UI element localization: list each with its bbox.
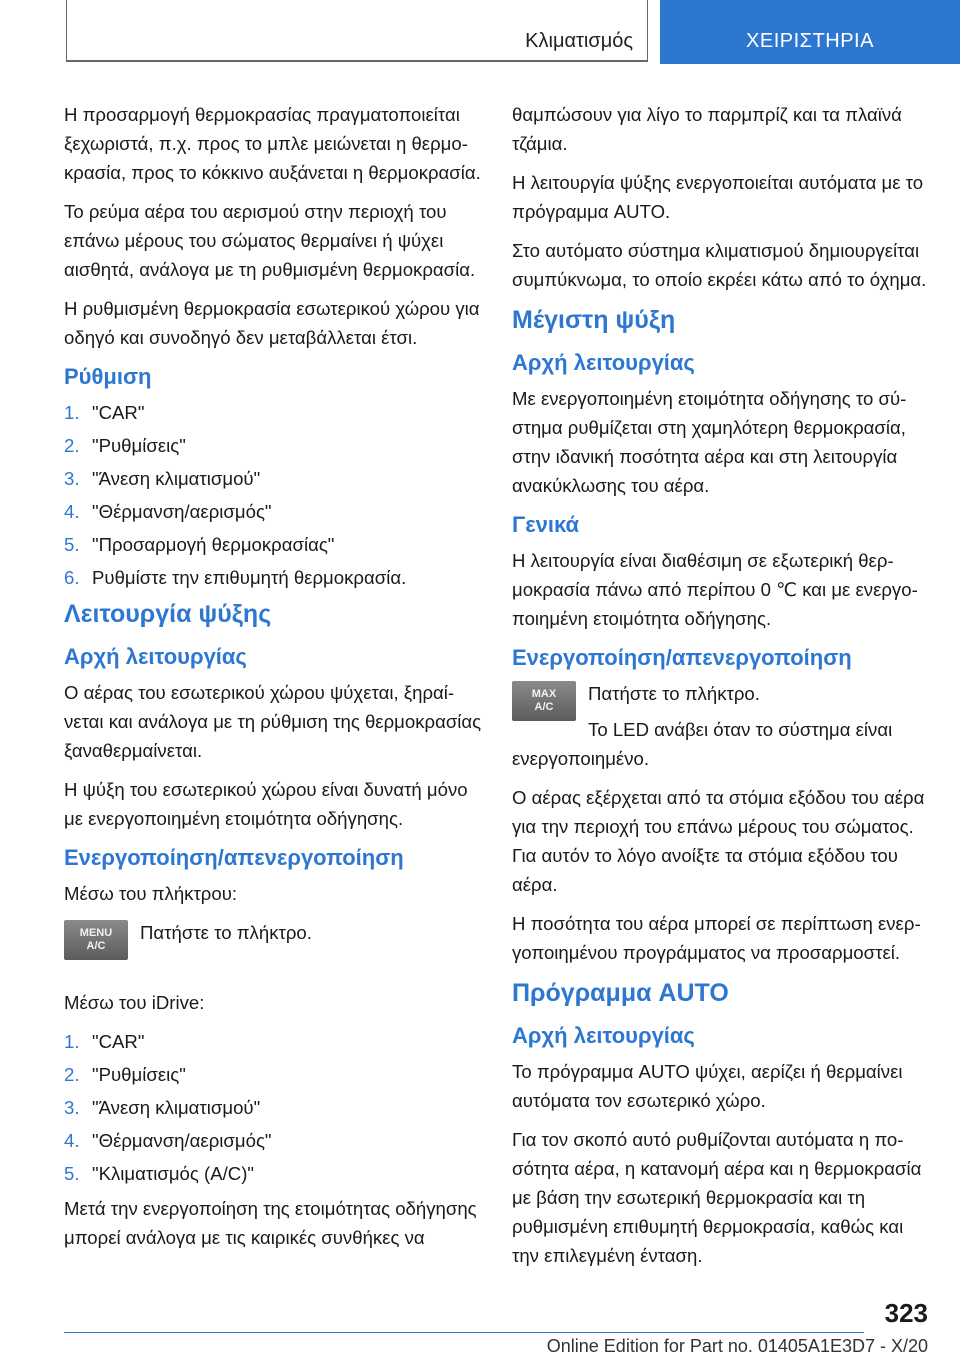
paragraph: Μετά την ενεργοποίηση της ετοιμότητας οδήγησης μπορεί ανάλογα με τις καιρικές συνθήκες να [64, 1198, 477, 1248]
list-item: 2. "Ρυθμίσεις" [64, 435, 186, 456]
list-item: 2. "Ρυθμίσεις" [64, 1064, 186, 1085]
section-tab [660, 0, 960, 64]
heading-max-cooling: Μέγιστη ψύξη [512, 306, 676, 334]
paragraph: Για τον σκοπό αυτό ρυθμίζονται αυτόματα η ποσότητα αέρα, η κατανομή αέρα και η θερμοκρασία με βάση την εσωτερική θερμοκρασία και τη ρυθμισμένη επιθυμητή θερμοκρασία, καθώς και την επιλεγμένη ένταση. [512, 1129, 922, 1266]
led-text: Το LED ανάβει όταν το σύστημα είναι ενεργοποιημένο. [512, 719, 893, 769]
paragraph: Η λειτουργία ψύξης ενεργοποιείται αυτόματα με το πρόγραμμα AUTO. [512, 172, 924, 222]
paragraph: Η ψύξη του εσωτερικού χώρου είναι δυνατή μόνο με ενεργοποιημένη ετοιμότητα οδήγησης. [64, 779, 468, 829]
right-column [512, 100, 932, 1280]
max-ac-key-icon: MAX A/C [512, 681, 576, 721]
list-item: 5. "Προσαρμογή θερμοκρασίας" [64, 534, 335, 555]
list-item: 4. "Θέρμανση/αερισμός" [64, 501, 272, 522]
max-key-row [512, 679, 932, 741]
list-item: 1. "CAR" [64, 402, 145, 423]
heading-cooling: Λειτουργία ψύξης [64, 600, 272, 628]
press-key-text: Πατήστε το πλήκτρο. [140, 922, 312, 943]
paragraph: Η ρυθμισμένη θερμοκρασία εσωτερικού χώρου για οδηγό και συνοδηγό δεν μεταβάλλεται έτσι. [64, 298, 480, 348]
section-title: ΧΕΙΡΙΣΤΗΡΙΑ [746, 30, 874, 52]
list-item: 5. "Κλιματισμός (A/C)" [64, 1163, 255, 1184]
footer-divider [64, 1332, 864, 1333]
paragraph: Η ποσότητα του αέρα μπορεί σε περίπτωση ενεργοποιημένου προγράμματος να προσαρμοστεί. [512, 913, 921, 963]
paragraph: Η προσαρμογή θερμοκρασίας πραγματοποιείται ξεχωριστά, π.χ. προς το μπλε μειώνεται η θερμοκρασία, προς το κόκκινο αυξάνεται η θερμοκρασία. [64, 104, 481, 183]
paragraph: Στο αυτόματο σύστημα κλιματισμού δημιουργείται συμπύκνωμα, το οποίο εκρέει κάτω από το όχημα. [512, 240, 927, 290]
paragraph: Μέσω του iDrive: [64, 992, 205, 1013]
heading-setting: Ρύθμιση [64, 364, 152, 389]
setting-steps [64, 398, 484, 592]
edition-text: Online Edition for Part no. 01405A1E3D7 - X/20 [546, 1336, 928, 1356]
paragraph: Ο αέρας του εσωτερικού χώρου ψύχεται, ξηραίνεται και ανάλογα με τη ρύθμιση της θερμοκρασίας ξαναθερμαίνεται. [64, 682, 482, 761]
left-column [64, 100, 484, 1262]
heading-general: Γενικά [512, 512, 580, 537]
paragraph: θαμπώσουν για λίγο το παρμπρίζ και τα πλαϊνά τζάμια. [512, 104, 902, 154]
menu-key-row [64, 918, 484, 980]
chapter-tab [66, 0, 648, 62]
paragraph: Με ενεργοποιημένη ετοιμότητα οδήγησης το σύστημα ρυθμίζεται στη χαμηλότερη θερμοκρασία, στην ιδανική ποσότητα αέρα και στη λειτουργία ανακύκλωσης του αέρα. [512, 388, 907, 496]
menu-ac-key-icon: MENU A/C [64, 920, 128, 960]
heading-activation: Ενεργοποίηση/απενεργοποίηση [512, 645, 852, 670]
list-item: 4. "Θέρμανση/αερισμός" [64, 1130, 272, 1151]
idrive-steps [64, 1027, 484, 1188]
press-key-text: Πατήστε το πλήκτρο. [588, 683, 760, 704]
heading-activation: Ενεργοποίηση/απενεργοποίηση [64, 845, 404, 870]
paragraph: Το πρόγραμμα AUTO ψύχει, αερίζει ή θερμαίνει αυτόματα τον εσωτερικό χώρο. [512, 1061, 903, 1111]
paragraph: Ο αέρας εξέρχεται από τα στόμια εξόδου του αέρα για την περιοχή του επάνω μέρους του σώματος. Για αυτόν το λόγο ανοίξτε τα στόμια εξόδου του αέρα. [512, 787, 925, 895]
heading-principle: Αρχή λειτουργίας [512, 1023, 695, 1048]
list-item: 3. "Άνεση κλιματισμού" [64, 1097, 261, 1118]
paragraph: Το ρεύμα αέρα του αερισμού στην περιοχή του επάνω μέρους του σώματος θερμαίνει ή ψύχει αισθητά, ανάλογα με τη ρυθμισμένη θερμοκρασία. [64, 201, 476, 280]
list-item: 3. "Άνεση κλιματισμού" [64, 468, 261, 489]
list-item: 1. "CAR" [64, 1031, 145, 1052]
heading-principle: Αρχή λειτουργίας [512, 350, 695, 375]
list-item: 6. Ρυθμίστε την επιθυμητή θερμοκρασία. [64, 567, 407, 588]
heading-auto-program: Πρόγραμμα AUTO [512, 979, 729, 1007]
chapter-title: Κλιματισμός [525, 30, 633, 52]
paragraph: Η λειτουργία είναι διαθέσιμη σε εξωτερική θερμοκρασία πάνω από περίπου 0 ℃ και με ενεργοποιημένη ετοιμότητα οδήγησης. [512, 550, 918, 629]
page-number: 323 [884, 1298, 928, 1328]
heading-principle: Αρχή λειτουργίας [64, 644, 247, 669]
paragraph: Μέσω του πλήκτρου: [64, 883, 238, 904]
page-header [0, 0, 960, 66]
